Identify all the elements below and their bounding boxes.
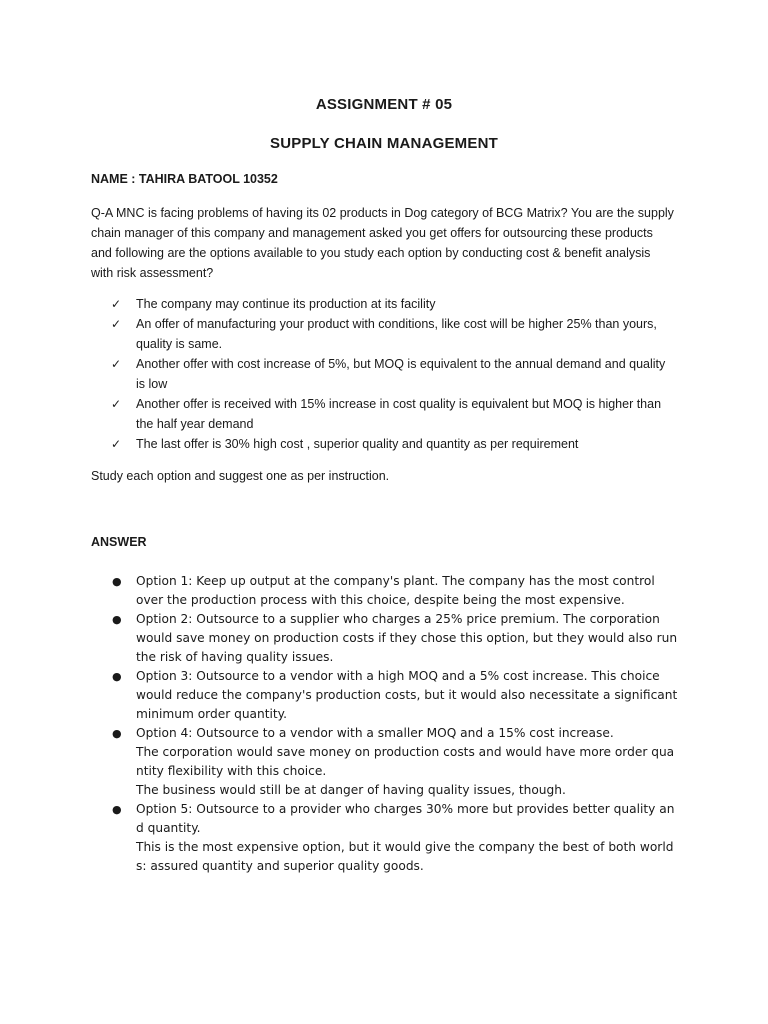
subject-title: SUPPLY CHAIN MANAGEMENT [270, 135, 498, 152]
option-item [111, 434, 691, 454]
answer-heading: ANSWER [91, 535, 147, 549]
answer-text-line: minimum order quantity. [136, 707, 288, 721]
options-checklist [111, 294, 691, 454]
answer-text-line: would reduce the company's production costs, but it would also necessitate a significant [136, 688, 678, 702]
answer-text-line: would save money on production costs if they chose this option, but they would also run [136, 631, 678, 645]
checkmark-icon: ✓ [111, 297, 122, 311]
question-line: with risk assessment? [91, 266, 214, 280]
assignment-title: ASSIGNMENT # 05 [315, 96, 453, 113]
answers-list [112, 572, 682, 876]
answer-text-line: The corporation would save money on production costs and would have more order qua [136, 745, 675, 759]
question-line: Q-A MNC is facing problems of having its 02 products in Dog category of BCG Matrix? You are the supply [91, 206, 674, 220]
option-text-line: The last offer is 30% high cost , superior quality and quantity as per requirement [136, 437, 579, 451]
checkmark-icon: ✓ [111, 397, 122, 411]
answer-text-line: Option 1: Keep up output at the company's plant. The company has the most control [136, 574, 655, 588]
question-line: and following are the options available to you study each option by conducting cost & benefit analysis [91, 246, 651, 260]
answer-item [112, 724, 682, 800]
option-text-line: The company may continue its production at its facility [136, 297, 436, 311]
bullet-icon: ● [112, 613, 122, 626]
answer-text-line: Option 4: Outsource to a vendor with a smaller MOQ and a 15% cost increase. [136, 726, 614, 740]
answer-item [112, 800, 682, 876]
answer-text-line: The business would still be at danger of having quality issues, though. [136, 783, 566, 797]
option-item [111, 354, 691, 394]
answer-item [112, 667, 682, 724]
student-name: NAME : TAHIRA BATOOL 10352 [91, 172, 278, 186]
answer-text-line: Option 5: Outsource to a provider who charges 30% more but provides better quality an [136, 802, 675, 816]
option-item [111, 294, 691, 314]
checkmark-icon: ✓ [111, 317, 122, 331]
checkmark-icon: ✓ [111, 437, 122, 451]
option-text-line: Another offer is received with 15% increase in cost quality is equivalent but MOQ is higher than [136, 397, 662, 411]
instruction-text: Study each option and suggest one as per instruction. [91, 469, 390, 483]
option-text-line: the half year demand [136, 417, 254, 431]
bullet-icon: ● [112, 727, 122, 740]
answer-text-line: This is the most expensive option, but it would give the company the best of both world [136, 840, 674, 854]
option-item [111, 394, 691, 434]
question-paragraph [91, 203, 691, 283]
bullet-icon: ● [112, 803, 122, 816]
option-text-line: Another offer with cost increase of 5%, but MOQ is equivalent to the annual demand and quality [136, 357, 666, 371]
answer-text-line: s: assured quantity and superior quality goods. [136, 859, 424, 873]
option-text-line: An offer of manufacturing your product with conditions, like cost will be higher 25% than yours, [136, 317, 657, 331]
answer-text-line: the risk of having quality issues. [136, 650, 334, 664]
option-text-line: is low [136, 377, 168, 391]
bullet-icon: ● [112, 670, 122, 683]
option-item [111, 314, 691, 354]
answer-text-line: d quantity. [136, 821, 201, 835]
answer-text-line: Option 3: Outsource to a vendor with a high MOQ and a 5% cost increase. This choice [136, 669, 660, 683]
question-line: chain manager of this company and management asked you get offers for outsourcing these products [91, 226, 653, 240]
answer-item [112, 572, 682, 610]
answer-text-line: Option 2: Outsource to a supplier who charges a 25% price premium. The corporation [136, 612, 660, 626]
option-text-line: quality is same. [136, 337, 223, 351]
checkmark-icon: ✓ [111, 357, 122, 371]
answer-text-line: over the production process with this choice, despite being the most expensive. [136, 593, 625, 607]
answer-item [112, 610, 682, 667]
bullet-icon: ● [112, 575, 122, 588]
answer-text-line: ntity flexibility with this choice. [136, 764, 327, 778]
